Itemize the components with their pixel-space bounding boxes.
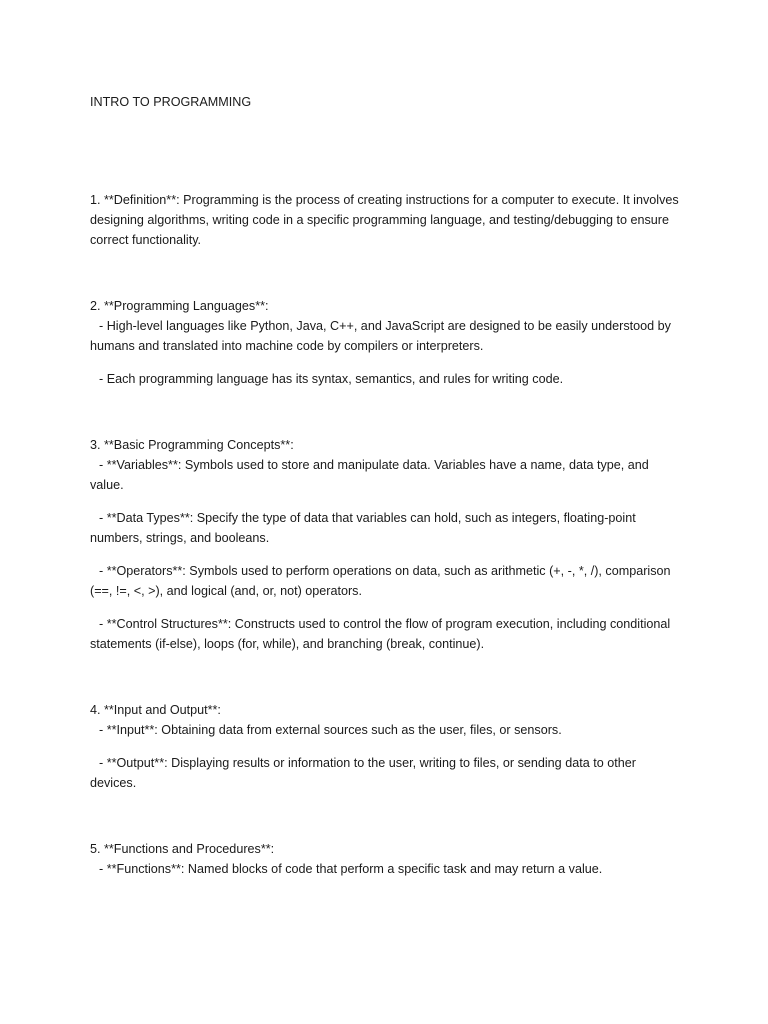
bullet-item: - **Output**: Displaying results or information to the user, writing to files, or sending data to other devices. <box>90 756 636 790</box>
bullet-item: - **Data Types**: Specify the type of data that variables can hold, such as integers, floating-point numbers, strings, and booleans. <box>90 511 636 545</box>
section-input-output <box>90 700 680 793</box>
section-heading: 3. **Basic Programming Concepts**: <box>90 438 294 452</box>
bullet-item: - **Functions**: Named blocks of code that perform a specific task and may return a value. <box>99 862 603 876</box>
section-heading: 5. **Functions and Procedures**: <box>90 842 275 856</box>
section-basic-concepts <box>90 435 680 654</box>
document-title: INTRO TO PROGRAMMING <box>90 95 252 109</box>
bullet-item: - **Variables**: Symbols used to store and manipulate data. Variables have a name, data type, and value. <box>90 458 649 492</box>
section-heading: 4. **Input and Output**: <box>90 703 221 717</box>
bullet-item: - **Operators**: Symbols used to perform operations on data, such as arithmetic (+, -, *, /), comparison (==, !=, <, >), and logical (and, or, not) operators. <box>90 564 671 598</box>
bullet-item: - **Input**: Obtaining data from external sources such as the user, files, or sensors. <box>99 723 562 737</box>
section-functions-procedures <box>90 839 680 879</box>
section-heading: 2. **Programming Languages**: <box>90 299 269 313</box>
document-body <box>90 92 680 925</box>
bullet-item: - Each programming language has its syntax, semantics, and rules for writing code. <box>99 372 564 386</box>
section-heading: 1. **Definition**: Programming is the process of creating instructions for a computer to execute. It involves designing algorithms, writing code in a specific programming language, and testing/debugging to ensure correct functionality. <box>90 193 679 247</box>
section-programming-languages <box>90 296 680 389</box>
bullet-item: - **Control Structures**: Constructs used to control the flow of program execution, including conditional statements (if-else), loops (for, while), and branching (break, continue). <box>90 617 671 651</box>
section-definition <box>90 190 680 250</box>
bullet-item: - High-level languages like Python, Java, C++, and JavaScript are designed to be easily understood by humans and translated into machine code by compilers or interpreters. <box>90 319 671 353</box>
